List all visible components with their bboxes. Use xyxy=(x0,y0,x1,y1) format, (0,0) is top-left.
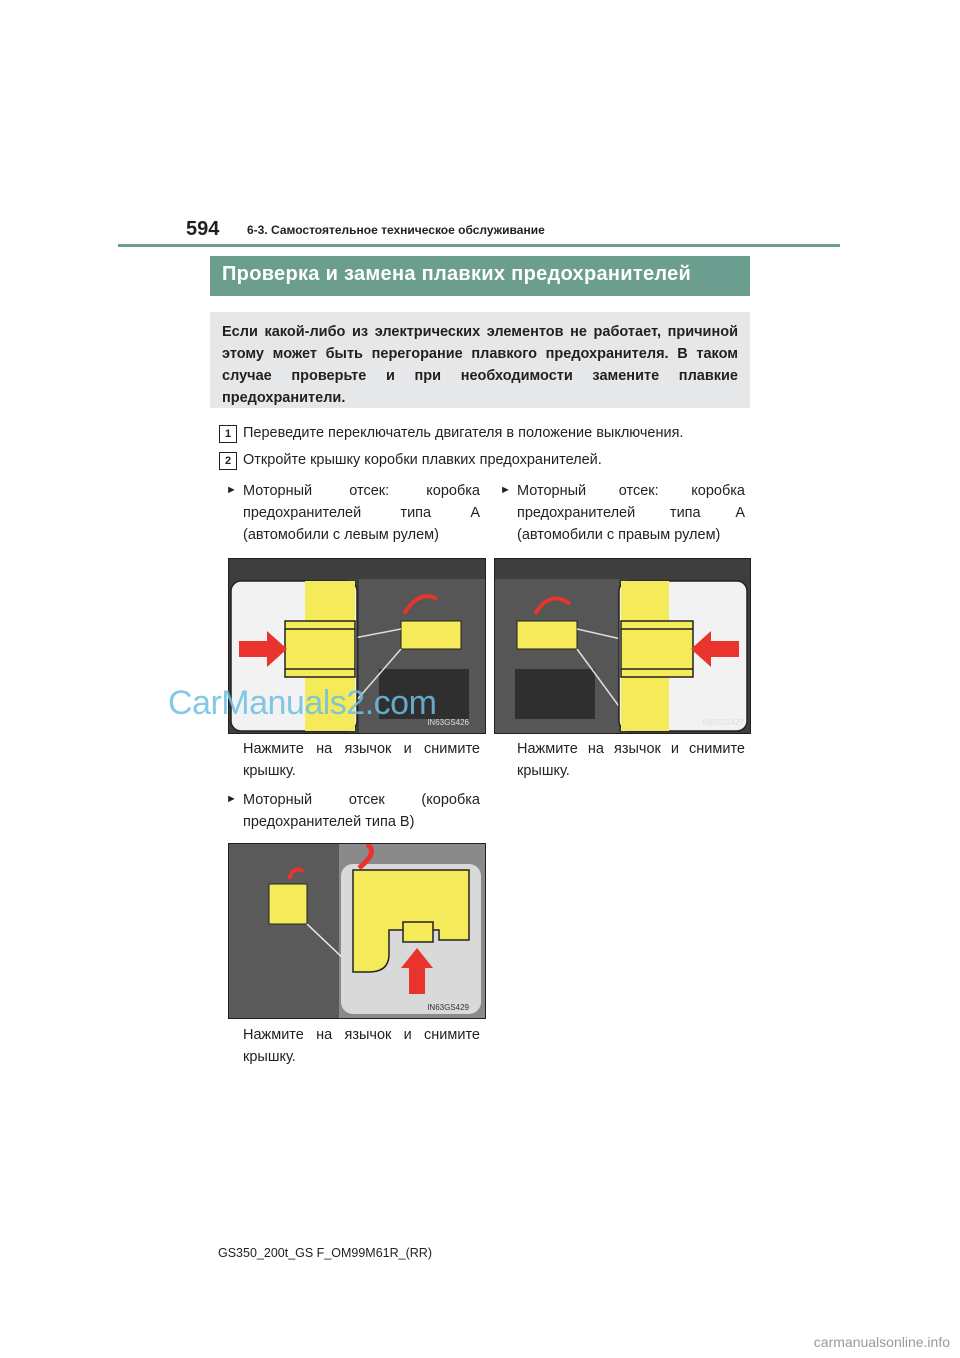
bullet-marker-icon: ► xyxy=(226,484,237,496)
left-item1-caption: Нажмите на язычок и снимите крышку. xyxy=(243,741,480,779)
bullet-marker-icon: ► xyxy=(500,484,511,496)
section-title: 6-3. Самостоятельное техническое обслуживание xyxy=(247,223,545,237)
image-code: IN63GS427 xyxy=(702,718,744,727)
fusebox-type-b-illustration xyxy=(228,843,486,1019)
topic-title-bar xyxy=(210,256,750,296)
site-watermark: carmanualsonline.info xyxy=(813,1334,950,1350)
page-number: 594 xyxy=(186,218,220,240)
left-item1-label: Моторный отсек: коробка предохранителей типа A (автомобили с левым рулем) xyxy=(243,483,480,543)
step-number-1: 1 xyxy=(219,425,237,443)
header-divider xyxy=(118,244,840,247)
step-number-2: 2 xyxy=(219,452,237,470)
image-code: IN63GS429 xyxy=(427,1003,469,1012)
topic-title: Проверка и замена плавких предохранителей xyxy=(222,263,692,285)
document-code-footer: GS350_200t_GS F_OM99M61R_(RR) xyxy=(218,1246,432,1260)
intro-box xyxy=(210,312,750,408)
step-text-1: Переведите переключатель двигателя в положение выключения. xyxy=(243,425,684,441)
left-item2-caption: Нажмите на язычок и снимите крышку. xyxy=(243,1027,480,1065)
step-text-2: Откройте крышку коробки плавких предохранителей. xyxy=(243,452,602,468)
left-item2-label: Моторный отсек (коробка предохранителей типа B) xyxy=(243,792,480,830)
right-item1-label: Моторный отсек: коробка предохранителей типа A (автомобили с правым рулем) xyxy=(517,483,745,543)
fusebox-rhd-illustration xyxy=(494,558,751,734)
image-code: IN63GS426 xyxy=(427,718,469,727)
intro-text: Если какой-либо из электрических элементов не работает, причиной этому может быть перегорание плавкого предохранителя. В таком случае проверьте и при необходимости замените плавкие предохранители. xyxy=(222,324,738,406)
watermark: CarManuals2.com xyxy=(168,684,437,722)
bullet-marker-icon: ► xyxy=(226,793,237,805)
right-item1-caption: Нажмите на язычок и снимите крышку. xyxy=(517,741,745,779)
